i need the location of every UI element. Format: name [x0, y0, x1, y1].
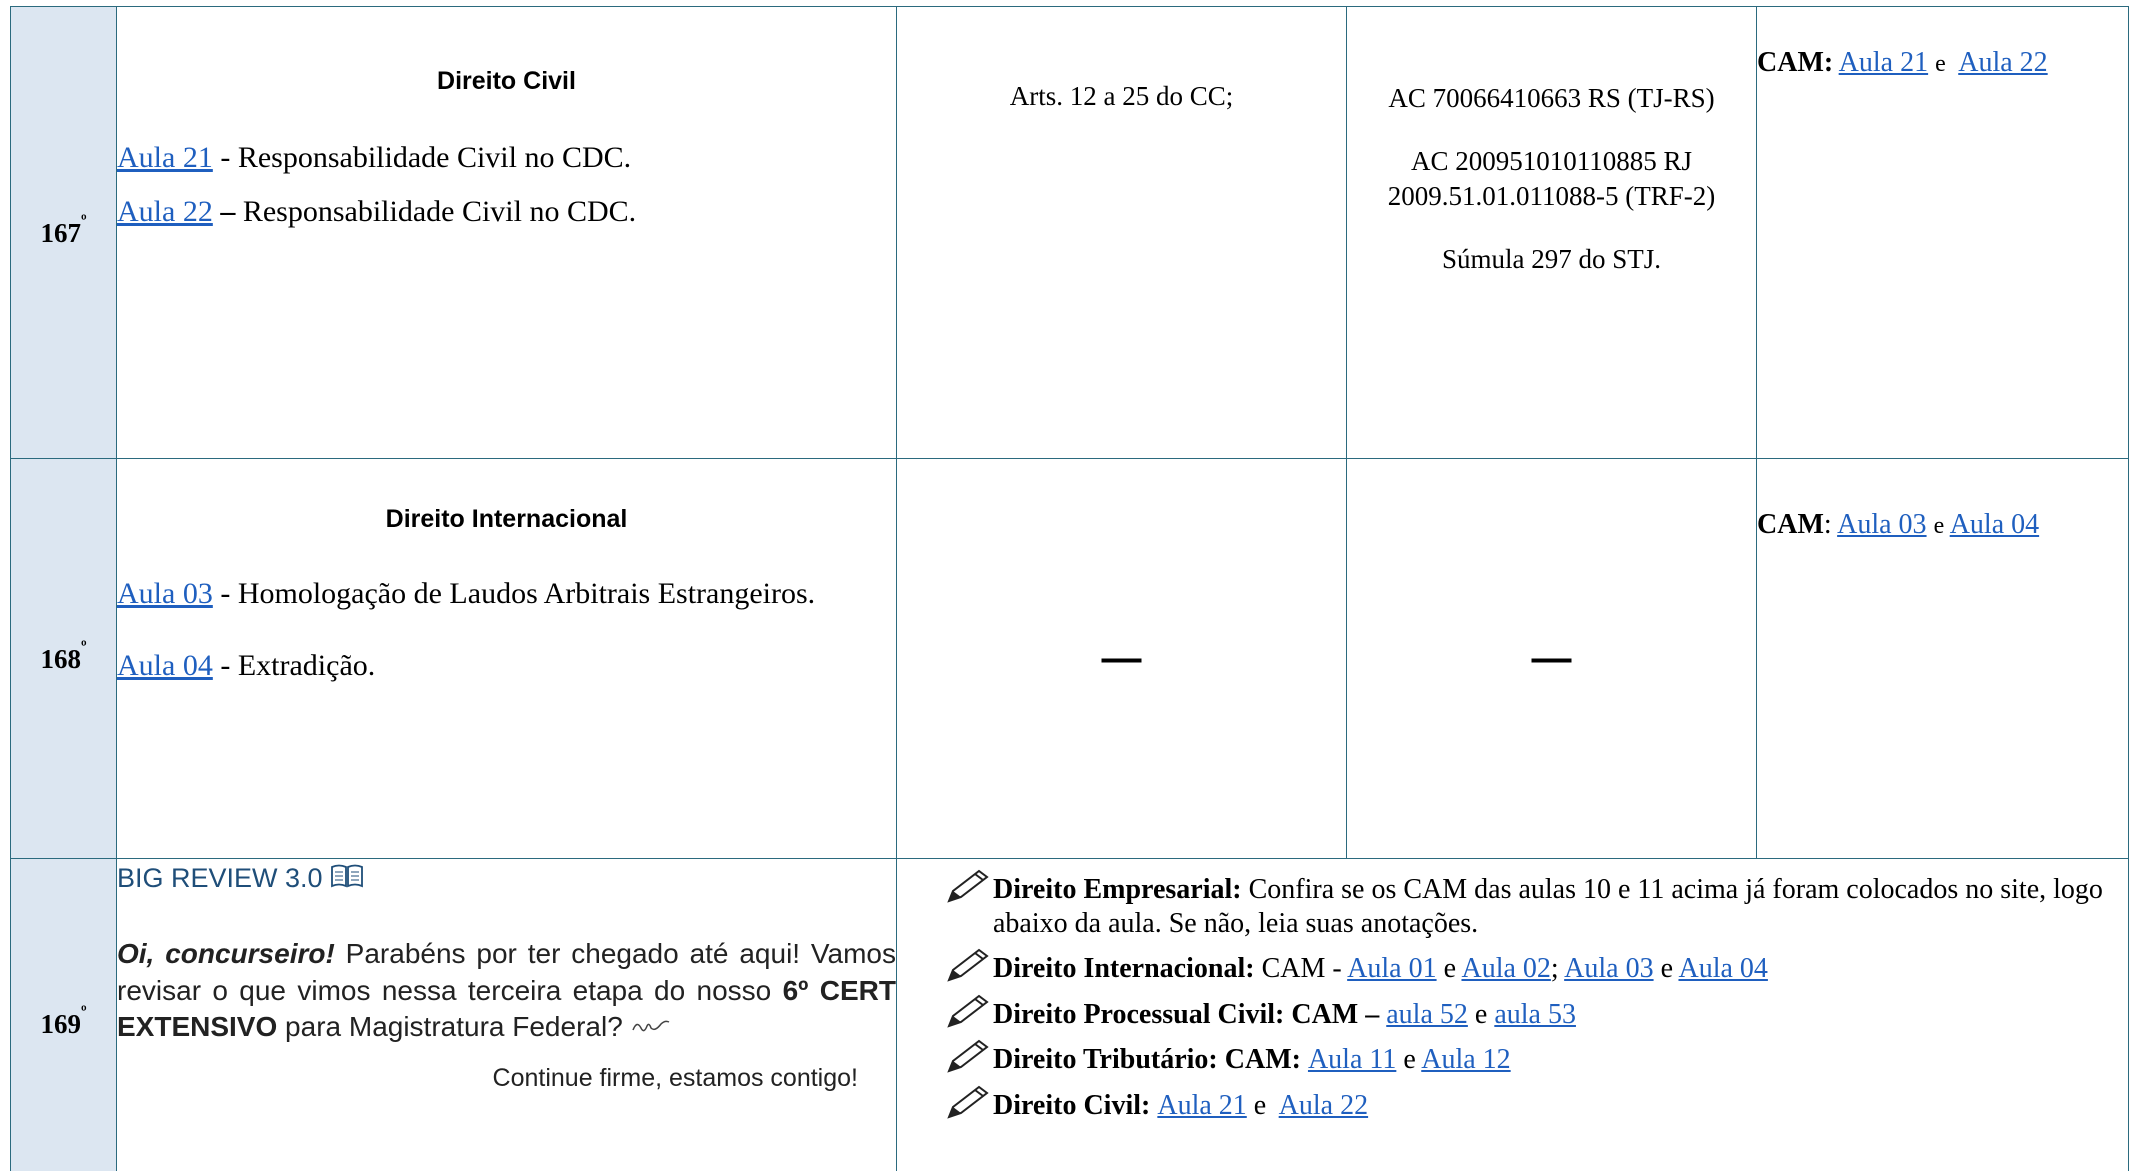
pencil-icon: [945, 994, 989, 1030]
conjunction: e: [1653, 953, 1679, 985]
subject-title: Direito Internacional: [385, 505, 628, 533]
subject-title: Direito Civil: [437, 67, 576, 95]
signature-icon: [631, 1011, 671, 1042]
jurisprudence-item: Súmula 297 do STJ.: [1441, 244, 1662, 275]
lesson-description: Responsabilidade Civil no CDC.: [237, 141, 632, 174]
review-item: [945, 873, 2114, 940]
review-item: [945, 998, 2114, 1032]
legislation-text: Arts. 12 a 25 do CC;: [1009, 81, 1234, 111]
jurisprudence-item: AC 70066410663 RS (TJ-RS): [1388, 83, 1715, 113]
review-link[interactable]: Aula 02: [1461, 953, 1551, 985]
jurisprudence-cell: [1347, 459, 1757, 859]
cam-cell: [1757, 459, 2129, 859]
review-link[interactable]: Aula 04: [1678, 953, 1768, 985]
closing-message: Continue firme, estamos contigo!: [492, 1063, 858, 1092]
legislation-cell: [897, 459, 1347, 859]
lesson-description: Responsabilidade Civil no CDC.: [242, 195, 637, 228]
conjunction: ;: [1550, 953, 1565, 985]
cam-colon: :: [1823, 509, 1832, 540]
day-number-cell: [11, 7, 117, 459]
greeting: Oi, concurseiro!: [117, 938, 335, 970]
cam-cell: [1757, 7, 2129, 459]
study-schedule-table: [10, 6, 2129, 1171]
review-subject: Direito Empresarial:: [993, 874, 1242, 905]
review-link[interactable]: aula 53: [1494, 998, 1576, 1030]
conjunction: e: [1436, 953, 1462, 985]
review-title: [117, 863, 896, 896]
day-number-cell: [11, 859, 117, 1171]
cam-link[interactable]: Aula 03: [1837, 509, 1927, 540]
conjunction: e: [1467, 998, 1495, 1030]
pencil-icon: [945, 948, 989, 984]
lesson-description: Homologação de Laudos Arbitrais Estrangeiros.: [237, 577, 816, 610]
review-intro-cell: [117, 859, 897, 1171]
review-prefix: CAM -: [1254, 953, 1348, 985]
review-link[interactable]: Aula 22: [1278, 1089, 1369, 1121]
cam-label: CAM:: [1757, 47, 1834, 78]
lesson-description: Extradição.: [237, 649, 376, 682]
review-link[interactable]: Aula 21: [1157, 1089, 1247, 1121]
intro-text: Parabéns por ter chegado até aqui! Vamos revisar o que vimos nessa terceira etapa do nosso: [117, 938, 897, 1006]
lesson-separator: –: [212, 195, 243, 228]
lesson-line: [117, 140, 896, 176]
review-items-cell: [897, 859, 2129, 1171]
conjunction: e: [1246, 1089, 1279, 1121]
review-list: [897, 859, 2128, 1123]
cam-link[interactable]: Aula 04: [1949, 509, 2040, 540]
review-item: [945, 1043, 2114, 1077]
lesson-line: [117, 194, 896, 230]
pencil-icon: [945, 1039, 989, 1075]
ordinal-mark: º: [80, 636, 87, 656]
lesson-separator: -: [212, 649, 238, 682]
lesson-line: [117, 576, 896, 612]
review-link[interactable]: Aula 12: [1421, 1044, 1511, 1076]
day-number: 167: [40, 217, 81, 248]
review-title-text: BIG REVIEW 3.0: [117, 863, 323, 893]
jurisprudence-item: AC 200951010110885 RJ 2009.51.01.011088-5 (TRF-2): [1387, 146, 1716, 212]
review-intro-text: [117, 936, 896, 1045]
cam-line: [1757, 47, 2128, 79]
day-number: 169: [40, 1008, 81, 1039]
lesson-link[interactable]: Aula 22: [117, 195, 213, 228]
day-number: 168: [40, 643, 81, 674]
lesson-link[interactable]: Aula 04: [117, 649, 213, 682]
review-item: [945, 1089, 2114, 1123]
empty-dash: —: [1531, 636, 1572, 680]
open-book-icon: [330, 863, 364, 896]
review-text: Confira se os CAM das aulas 10 e 11 acima já foram colocados no site, logo abaixo da aula. Se não, leia suas anotações.: [993, 874, 2103, 939]
jurisprudence-cell: [1347, 7, 1757, 459]
lesson-separator: -: [212, 577, 238, 610]
cam-conjunction: e: [1933, 513, 1945, 539]
table-row: [11, 859, 2129, 1171]
review-subject: Direito Processual Civil: CAM –: [993, 998, 1380, 1030]
review-link[interactable]: Aula 11: [1307, 1044, 1397, 1076]
cam-link[interactable]: Aula 21: [1838, 47, 1929, 78]
review-subject: Direito Internacional:: [993, 953, 1255, 985]
table-row: [11, 7, 2129, 459]
lesson-cell: [117, 7, 897, 459]
cam-conjunction: e: [1935, 51, 1946, 77]
cam-label: CAM: [1757, 509, 1824, 540]
pencil-icon: [945, 869, 989, 905]
ordinal-mark: º: [80, 210, 87, 230]
cam-link[interactable]: Aula 22: [1958, 47, 2048, 78]
ordinal-mark: º: [80, 1001, 87, 1021]
course-name: 6º CERT EXTENSIVO: [117, 974, 896, 1043]
lesson-line: [117, 648, 896, 684]
review-link[interactable]: Aula 03: [1564, 953, 1654, 985]
cam-line: [1757, 509, 2128, 541]
review-item: [945, 952, 2114, 986]
conjunction: e: [1396, 1044, 1422, 1076]
empty-dash: —: [1101, 636, 1142, 680]
review-subject: Direito Tributário: CAM:: [993, 1044, 1301, 1076]
legislation-cell: [897, 7, 1347, 459]
lesson-cell: [117, 459, 897, 859]
lesson-link[interactable]: Aula 03: [117, 577, 213, 610]
review-subject: Direito Civil:: [993, 1089, 1151, 1121]
pencil-icon: [945, 1085, 989, 1121]
review-link[interactable]: aula 52: [1386, 998, 1468, 1030]
review-link[interactable]: Aula 01: [1347, 953, 1437, 985]
intro-text-end: para Magistratura Federal?: [277, 1011, 623, 1043]
day-number-cell: [11, 459, 117, 859]
table-row: [11, 459, 2129, 859]
lesson-link[interactable]: Aula 21: [117, 141, 213, 174]
lesson-separator: -: [212, 141, 238, 174]
